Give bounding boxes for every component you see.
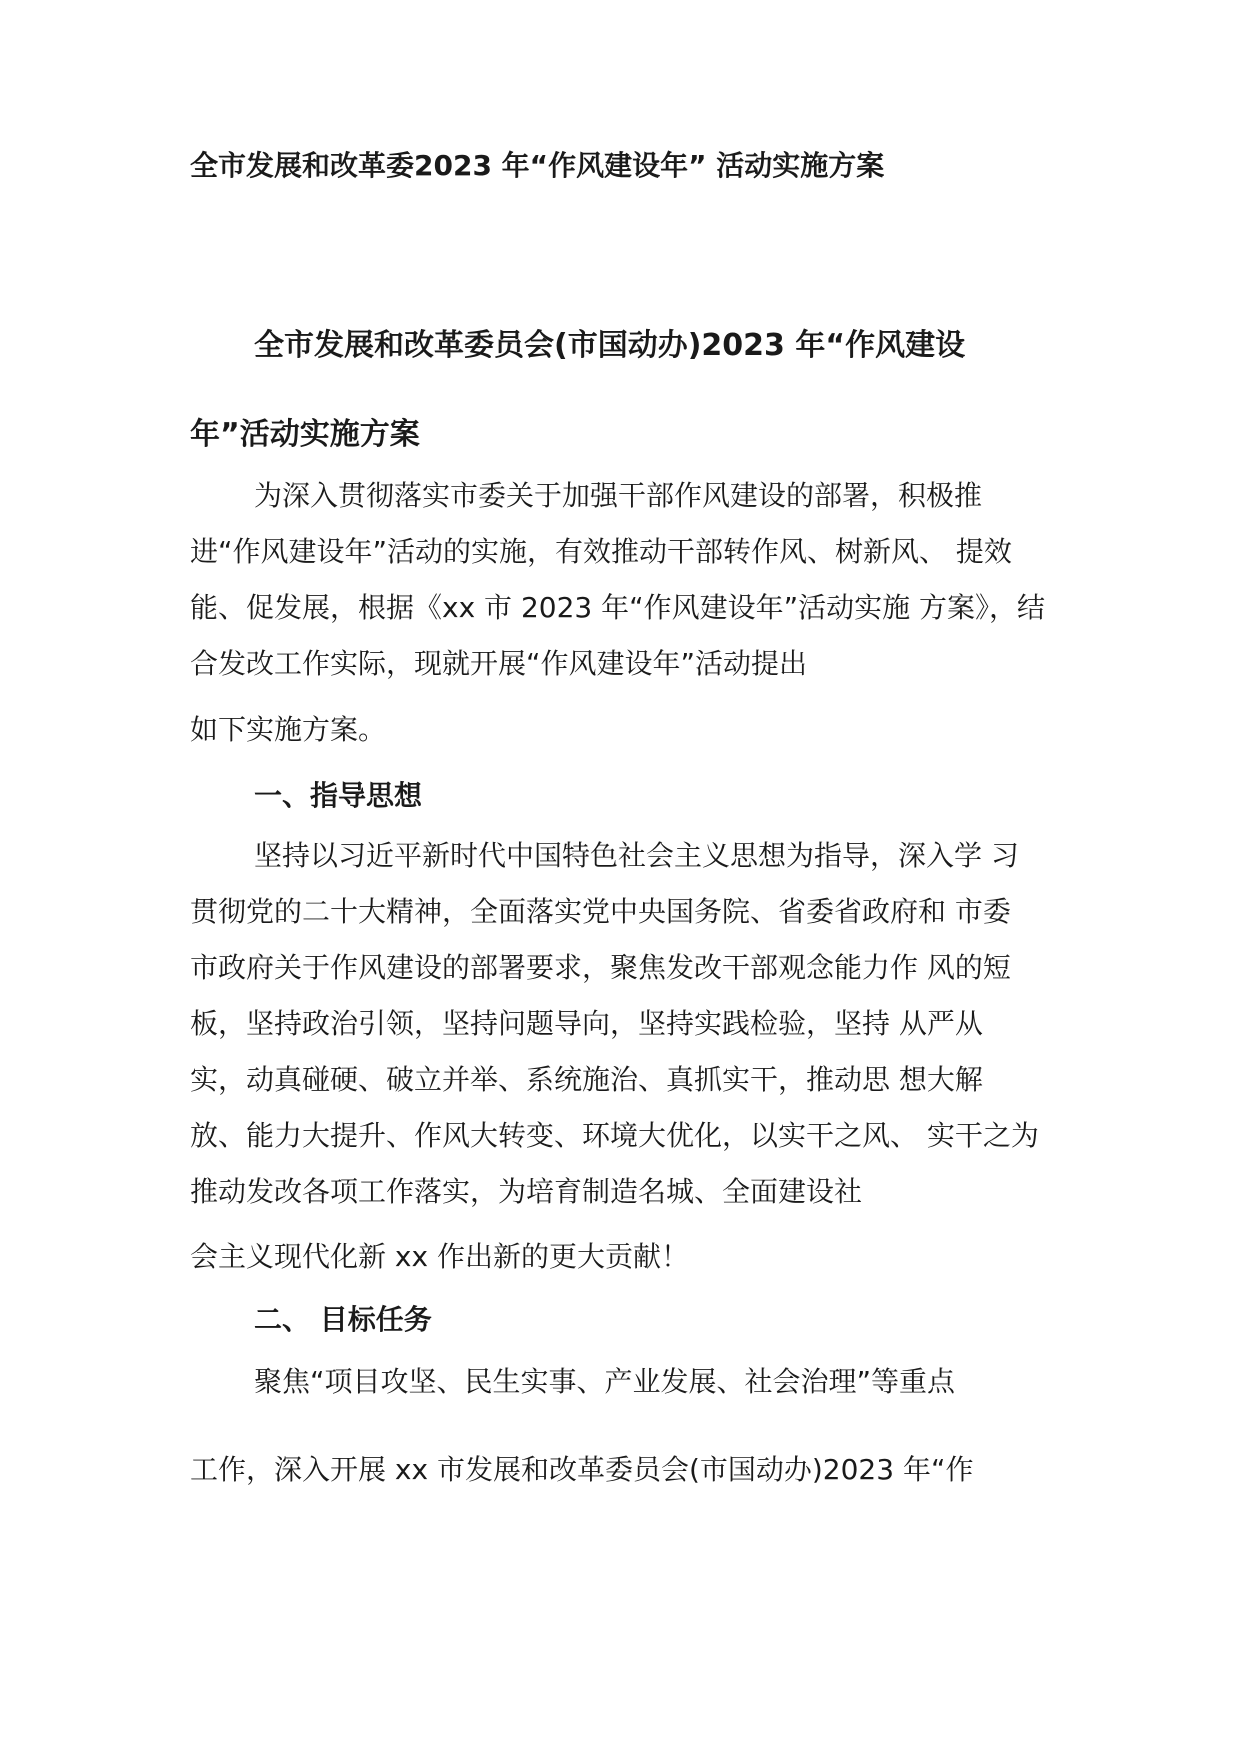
- document-top-title: 全市发展和改革委2023 年“作风建设年” 活动实施方案: [190, 149, 885, 182]
- section2-paragraph-line: 聚焦“项目攻坚、民生实事、产业发展、社会治理”等重点: [254, 1365, 956, 1398]
- section-heading-goals-tasks: 二、 目标任务: [254, 1303, 432, 1336]
- intro-paragraph-line: 如下实施方案。: [190, 713, 387, 746]
- section1-paragraph-line: 推动发改各项工作落实，为培育制造名城、全面建设社: [190, 1175, 863, 1208]
- intro-paragraph-line: 能、促发展，根据《xx 市 2023 年“作风建设年”活动实施 方案》，结: [190, 591, 1046, 624]
- intro-paragraph-line: 为深入贯彻落实市委关于加强干部作风建设的部署，积极推: [254, 479, 983, 512]
- section1-paragraph-line: 坚持以习近平新时代中国特色社会主义思想为指导，深入学 习: [254, 839, 1019, 872]
- section1-paragraph-line: 会主义现代化新 xx 作出新的更大贡献！: [190, 1240, 689, 1273]
- main-title: 全市发展和改革委员会(市国动办)2023 年“作风建设: [254, 328, 966, 363]
- section1-paragraph-line: 板，坚持政治引领，坚持问题导向，坚持实践检验，坚持 从严从: [190, 1007, 983, 1040]
- section1-paragraph-line: 放、能力大提升、作风大转变、环境大优化，以实干之风、 实干之为: [190, 1119, 1039, 1152]
- section-heading-guiding-ideology: 一、指导思想: [254, 779, 423, 812]
- intro-paragraph-line: 合发改工作实际，现就开展“作风建设年”活动提出: [190, 647, 808, 680]
- section1-paragraph-line: 实，动真碰硬、破立并举、系统施治、真抓实干，推动思 想大解: [190, 1063, 983, 1096]
- intro-paragraph-line: 进“作风建设年”活动的实施，有效推动干部转作风、树新风、 提效: [190, 535, 1012, 568]
- main-title-continued: 年”活动实施方案: [190, 417, 420, 452]
- section1-paragraph-line: 市政府关于作风建设的部署要求，聚焦发改干部观念能力作 风的短: [190, 951, 1011, 984]
- section2-paragraph-line: 工作，深入开展 xx 市发展和改革委员会(市国动办)2023 年“作: [190, 1453, 974, 1486]
- section1-paragraph-line: 贯彻党的二十大精神，全面落实党中央国务院、省委省政府和 市委: [190, 895, 1011, 928]
